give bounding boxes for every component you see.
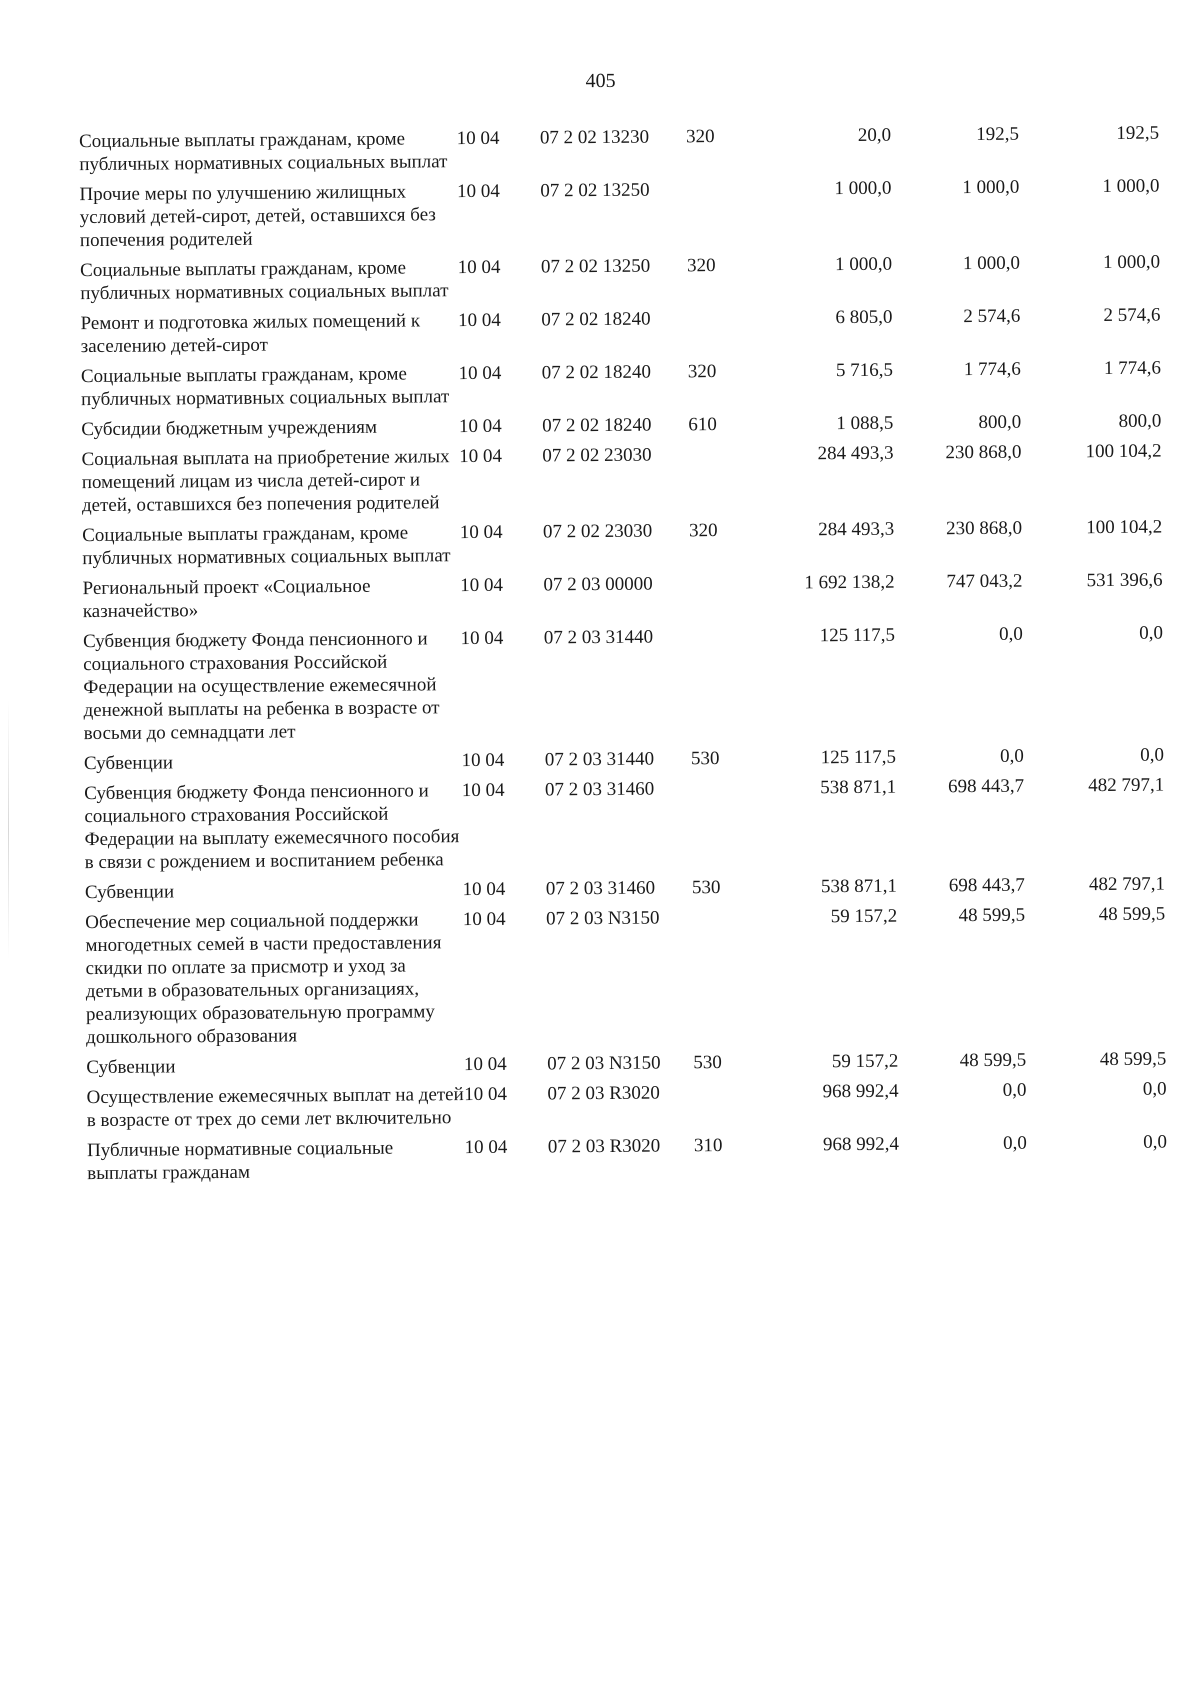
- row-name: Социальные выплаты гражданам, кроме публичных нормативных социальных выплат: [80, 257, 449, 305]
- row-expense-type: 320: [686, 255, 716, 277]
- row-amount-year1: 6 805,0: [835, 306, 893, 329]
- row-amount-year3: 800,0: [1118, 410, 1162, 432]
- row-target-code: 07 2 03 R3020: [547, 1135, 661, 1158]
- row-amount-year2: 1 000,0: [962, 176, 1020, 199]
- row-amount-year3: 1 774,6: [1103, 357, 1161, 380]
- row-amount-year3: 482 797,1: [1088, 774, 1165, 797]
- page-number: 405: [585, 69, 616, 93]
- table-row: [83, 622, 1164, 752]
- row-amount-year2: 48 599,5: [959, 1049, 1027, 1072]
- row-target-code: 07 2 02 18240: [542, 414, 652, 437]
- row-section-code: 10 04: [464, 1136, 508, 1159]
- row-section-code: 10 04: [458, 362, 502, 385]
- row-amount-year1: 1 000,0: [834, 177, 892, 200]
- row-section-code: 10 04: [462, 878, 506, 901]
- row-amount-year2: 230 868,0: [945, 517, 1023, 540]
- row-expense-type: [688, 443, 741, 519]
- row-name: Осуществление ежемесячных выплат на детей в возрасте от трех до семи лет включительно: [86, 1084, 464, 1132]
- row-target-code: 07 2 03 31460: [544, 778, 655, 801]
- row-amount-year2: 1 000,0: [962, 252, 1021, 275]
- row-amount-year2: 0,0: [1002, 1079, 1027, 1101]
- row-amount-year3: 100 104,2: [1086, 516, 1163, 539]
- row-name: Публичные нормативные социальные выплаты гражданам: [86, 1137, 394, 1185]
- row-name: Обеспечение мер социальной поддержки многодетных семей в части предоставления скидки по оплате за присмотр и уход за детьми в образовательных организациях, реализующих образовательную программу дошкольного образования: [85, 909, 442, 1049]
- row-name: Субвенция бюджету Фонда пенсионного и социального страхования Российской Федерации на выплату ежемесячного пособия в связи с рождением и воспитанием ребенка: [84, 780, 460, 874]
- row-amount-year1: 968 992,4: [822, 1133, 900, 1156]
- row-name: Региональный проект «Социальное казначейство»: [82, 575, 371, 623]
- row-expense-type: [689, 572, 742, 625]
- table-row: [87, 1078, 1167, 1139]
- row-amount-year3: 531 396,6: [1086, 569, 1163, 592]
- row-target-code: 07 2 03 31440: [543, 626, 654, 649]
- row-section-code: 10 04: [459, 521, 503, 544]
- row-section-code: 10 04: [458, 309, 501, 332]
- row-amount-year2: 698 443,7: [948, 874, 1025, 897]
- table-row: [80, 304, 1160, 365]
- row-name: Социальная выплата на приобретение жилых помещений лицам из числа детей-сирот и детей, оставшихся без попечения родителей: [81, 446, 450, 517]
- row-amount-year1: 284 493,3: [817, 442, 894, 465]
- row-expense-type: 610: [688, 414, 717, 436]
- row-amount-year1: 5 716,5: [835, 359, 893, 382]
- row-name: Субвенции: [86, 1056, 176, 1079]
- scan-artifact-line: [8, 700, 9, 960]
- row-section-code: 10 04: [457, 180, 500, 203]
- row-amount-year1: 968 992,4: [822, 1080, 899, 1103]
- row-section-code: 10 04: [461, 749, 505, 772]
- row-amount-year3: 0,0: [1142, 1078, 1167, 1100]
- row-expense-type: 530: [691, 877, 721, 899]
- row-amount-year3: 1 000,0: [1102, 175, 1160, 198]
- row-amount-year2: 800,0: [978, 411, 1022, 434]
- row-expense-type: [690, 625, 744, 747]
- row-name: Субвенции: [83, 752, 174, 775]
- row-target-code: 07 2 02 23030: [542, 444, 652, 467]
- row-amount-year2: 48 599,5: [958, 904, 1026, 927]
- row-amount-year3: 1 000,0: [1102, 251, 1161, 274]
- row-name: Ремонт и подготовка жилых помещений к заселению детей-сирот: [80, 310, 421, 358]
- table-row: [83, 569, 1163, 630]
- table-row: [82, 440, 1163, 524]
- row-amount-year1: 59 157,2: [831, 1050, 899, 1073]
- row-name: Социальные выплаты гражданам, кроме публичных нормативных социальных выплат: [82, 522, 451, 570]
- table-row: [87, 1131, 1167, 1192]
- row-amount-year1: 1 088,5: [836, 412, 894, 435]
- row-amount-year2: 0,0: [1000, 745, 1024, 767]
- row-target-code: 07 2 02 23030: [542, 520, 653, 543]
- row-expense-type: [693, 1081, 746, 1134]
- row-section-code: 10 04: [457, 256, 501, 279]
- row-amount-year1: 125 117,5: [820, 746, 897, 769]
- row-amount-year2: 698 443,7: [947, 775, 1025, 798]
- row-expense-type: 320: [689, 520, 718, 542]
- row-name: Социальные выплаты гражданам, кроме публичных нормативных социальных выплат: [79, 128, 448, 176]
- row-amount-year3: 192,5: [1116, 122, 1160, 144]
- row-amount-year1: 59 157,2: [830, 905, 898, 928]
- row-target-code: 07 2 02 18240: [541, 361, 652, 384]
- row-expense-type: 530: [693, 1052, 722, 1074]
- table-row: [80, 251, 1160, 312]
- row-amount-year1: 1 692 138,2: [804, 571, 895, 594]
- row-section-code: 10 04: [456, 127, 500, 150]
- row-section-code: 10 04: [460, 627, 504, 650]
- row-amount-year3: 100 104,2: [1085, 440, 1162, 463]
- row-name: Прочие меры по улучшению жилищных условий детей-сирот, детей, оставшихся без попечения родителей: [79, 181, 436, 252]
- row-name: Социальные выплаты гражданам, кроме публичных нормативных социальных выплат: [80, 363, 450, 411]
- row-amount-year1: 538 871,1: [820, 875, 898, 898]
- row-target-code: 07 2 03 N3150: [547, 1052, 661, 1075]
- row-amount-year2: 0,0: [1003, 1132, 1027, 1154]
- budget-table-body: [79, 122, 1167, 1192]
- row-amount-year1: 284 493,3: [818, 518, 895, 541]
- row-amount-year3: 0,0: [1140, 744, 1165, 766]
- table-row: [79, 175, 1160, 259]
- row-target-code: 07 2 03 N3150: [545, 907, 660, 930]
- row-section-code: 10 04: [461, 779, 505, 802]
- row-amount-year3: 482 797,1: [1088, 873, 1166, 896]
- row-section-code: 10 04: [463, 1053, 507, 1076]
- row-target-code: 07 2 03 R3020: [547, 1082, 660, 1105]
- row-target-code: 07 2 03 00000: [543, 573, 653, 596]
- row-target-code: 07 2 02 13250: [540, 179, 650, 202]
- row-amount-year3: 48 599,5: [1098, 903, 1166, 926]
- row-amount-year3: 2 574,6: [1103, 304, 1161, 327]
- row-name: Субвенции: [84, 881, 175, 904]
- row-amount-year1: 538 871,1: [820, 776, 897, 799]
- table-row: [81, 357, 1161, 418]
- row-target-code: 07 2 02 13230: [539, 126, 650, 149]
- row-section-code: 10 04: [459, 445, 503, 468]
- table-row: [84, 774, 1165, 881]
- table-row: [85, 903, 1166, 1056]
- row-amount-year1: 1 000,0: [835, 253, 893, 276]
- table-row: [82, 516, 1162, 577]
- row-target-code: 07 2 03 31460: [545, 877, 656, 900]
- row-section-code: 10 04: [462, 908, 506, 931]
- row-target-code: 07 2 03 31440: [544, 748, 655, 771]
- row-section-code: 10 04: [460, 574, 504, 597]
- row-amount-year2: 0,0: [999, 623, 1023, 645]
- row-expense-type: [686, 178, 739, 254]
- row-amount-year1: 20,0: [857, 124, 892, 146]
- row-amount-year2: 230 868,0: [945, 441, 1022, 464]
- budget-table: [79, 122, 1167, 1192]
- row-expense-type: [692, 906, 746, 1051]
- row-target-code: 07 2 02 18240: [541, 308, 651, 331]
- row-amount-year2: 2 574,6: [963, 305, 1021, 328]
- row-expense-type: [687, 307, 740, 360]
- row-target-code: 07 2 02 13250: [540, 255, 651, 278]
- row-expense-type: 320: [685, 126, 715, 148]
- row-amount-year3: 0,0: [1139, 622, 1164, 644]
- row-amount-year2: 747 043,2: [946, 570, 1023, 593]
- row-expense-type: 310: [693, 1135, 723, 1157]
- row-expense-type: 320: [687, 361, 717, 383]
- table-row: [79, 122, 1159, 183]
- row-name: Субсидии бюджетным учреждениям: [81, 416, 378, 441]
- row-section-code: 10 04: [464, 1083, 508, 1106]
- row-amount-year3: 0,0: [1143, 1131, 1168, 1153]
- row-amount-year3: 48 599,5: [1099, 1048, 1167, 1071]
- row-amount-year2: 1 774,6: [963, 358, 1021, 381]
- row-section-code: 10 04: [458, 415, 502, 438]
- row-amount-year2: 192,5: [976, 123, 1020, 146]
- row-name: Субвенция бюджету Фонда пенсионного и социального страхования Российской Федерации на осуществление ежемесячной денежной выплаты на ребенка в возрасте от восьми до семнадцати лет: [82, 628, 440, 745]
- row-amount-year1: 125 117,5: [819, 624, 896, 647]
- row-expense-type: [691, 777, 745, 876]
- row-expense-type: 530: [690, 748, 720, 770]
